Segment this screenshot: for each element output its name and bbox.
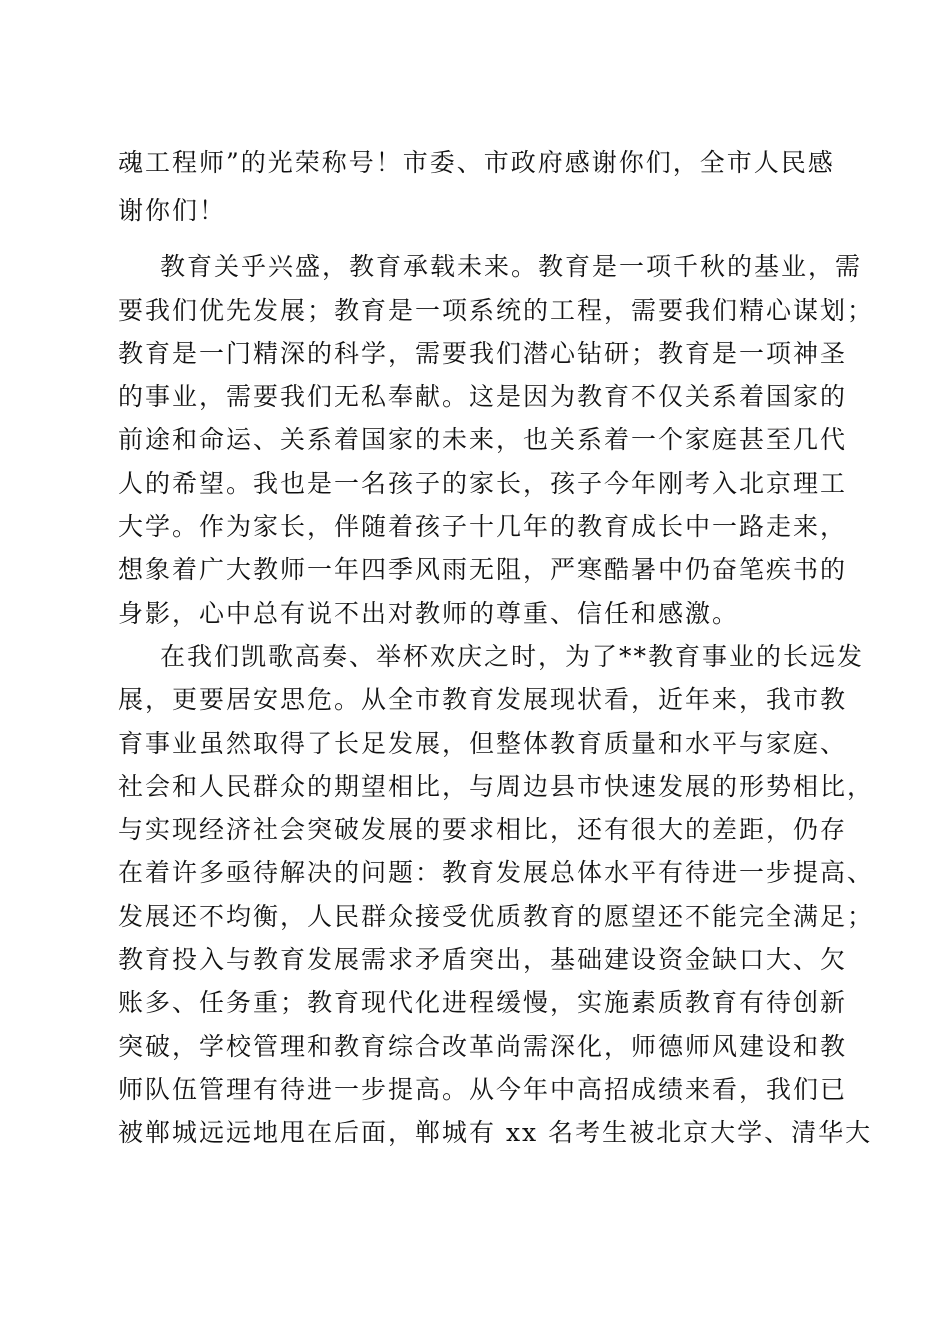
text-line: 想象着广大教师一年四季风雨无阻，严寒酷暑中仍奋笔疾书的 [118, 555, 848, 584]
text-line: 谢你们！ [118, 196, 227, 225]
text-line: 育事业虽然取得了长足发展，但整体教育质量和水平与家庭、 [118, 729, 848, 758]
text-line: 大学。作为家长，伴随着孩子十几年的教育成长中一路走来， [118, 512, 848, 541]
text-line: 发展还不均衡，人民群众接受优质教育的愿望还不能完全满足； [118, 902, 875, 931]
text-line: 身影，心中总有说不出对教师的尊重、信任和感激。 [118, 599, 740, 628]
paragraph-start-line: 在我们凯歌高奏、举杯欢庆之时，为了**教育事业的长远发 [160, 642, 865, 671]
text-line: 展，更要居安思危。从全市教育发展现状看，近年来，我市教 [118, 685, 848, 714]
text-line: 教育是一门精深的科学，需要我们潜心钻研；教育是一项神圣 [118, 339, 848, 368]
text-line: 的事业，需要我们无私奉献。这是因为教育不仅关系着国家的 [118, 382, 848, 411]
text-line: 人的希望。我也是一名孩子的家长，孩子今年刚考入北京理工 [118, 469, 848, 498]
text-line: 前途和命运、关系着国家的未来，也关系着一个家庭甚至几代 [118, 425, 848, 454]
text-line: 在着许多亟待解决的问题：教育发展总体水平有待进一步提高、 [118, 858, 875, 887]
text-line: 账多、任务重；教育现代化进程缓慢，实施素质教育有待创新 [118, 988, 848, 1017]
text-line: 社会和人民群众的期望相比，与周边县市快速发展的形势相比， [118, 772, 875, 801]
text-line: 教育投入与教育发展需求矛盾突出，基础建设资金缺口大、欠 [118, 945, 848, 974]
text-line: 被郸城远远地甩在后面，郸城有 xx 名考生被北京大学、清华大 [118, 1118, 873, 1147]
text-line: 与实现经济社会突破发展的要求相比，还有很大的差距，仍存 [118, 815, 848, 844]
text-line: 突破，学校管理和教育综合改革尚需深化，师德师风建设和教 [118, 1032, 848, 1061]
text-line: 魂工程师”的光荣称号！市委、市政府感谢你们，全市人民感 [118, 148, 835, 177]
text-line: 要我们优先发展；教育是一项系统的工程，需要我们精心谋划； [118, 296, 875, 325]
text-line: 师队伍管理有待进一步提高。从今年中高招成绩来看，我们已 [118, 1075, 848, 1104]
paragraph-start-line: 教育关乎兴盛，教育承载未来。教育是一项千秋的基业，需 [160, 252, 863, 281]
